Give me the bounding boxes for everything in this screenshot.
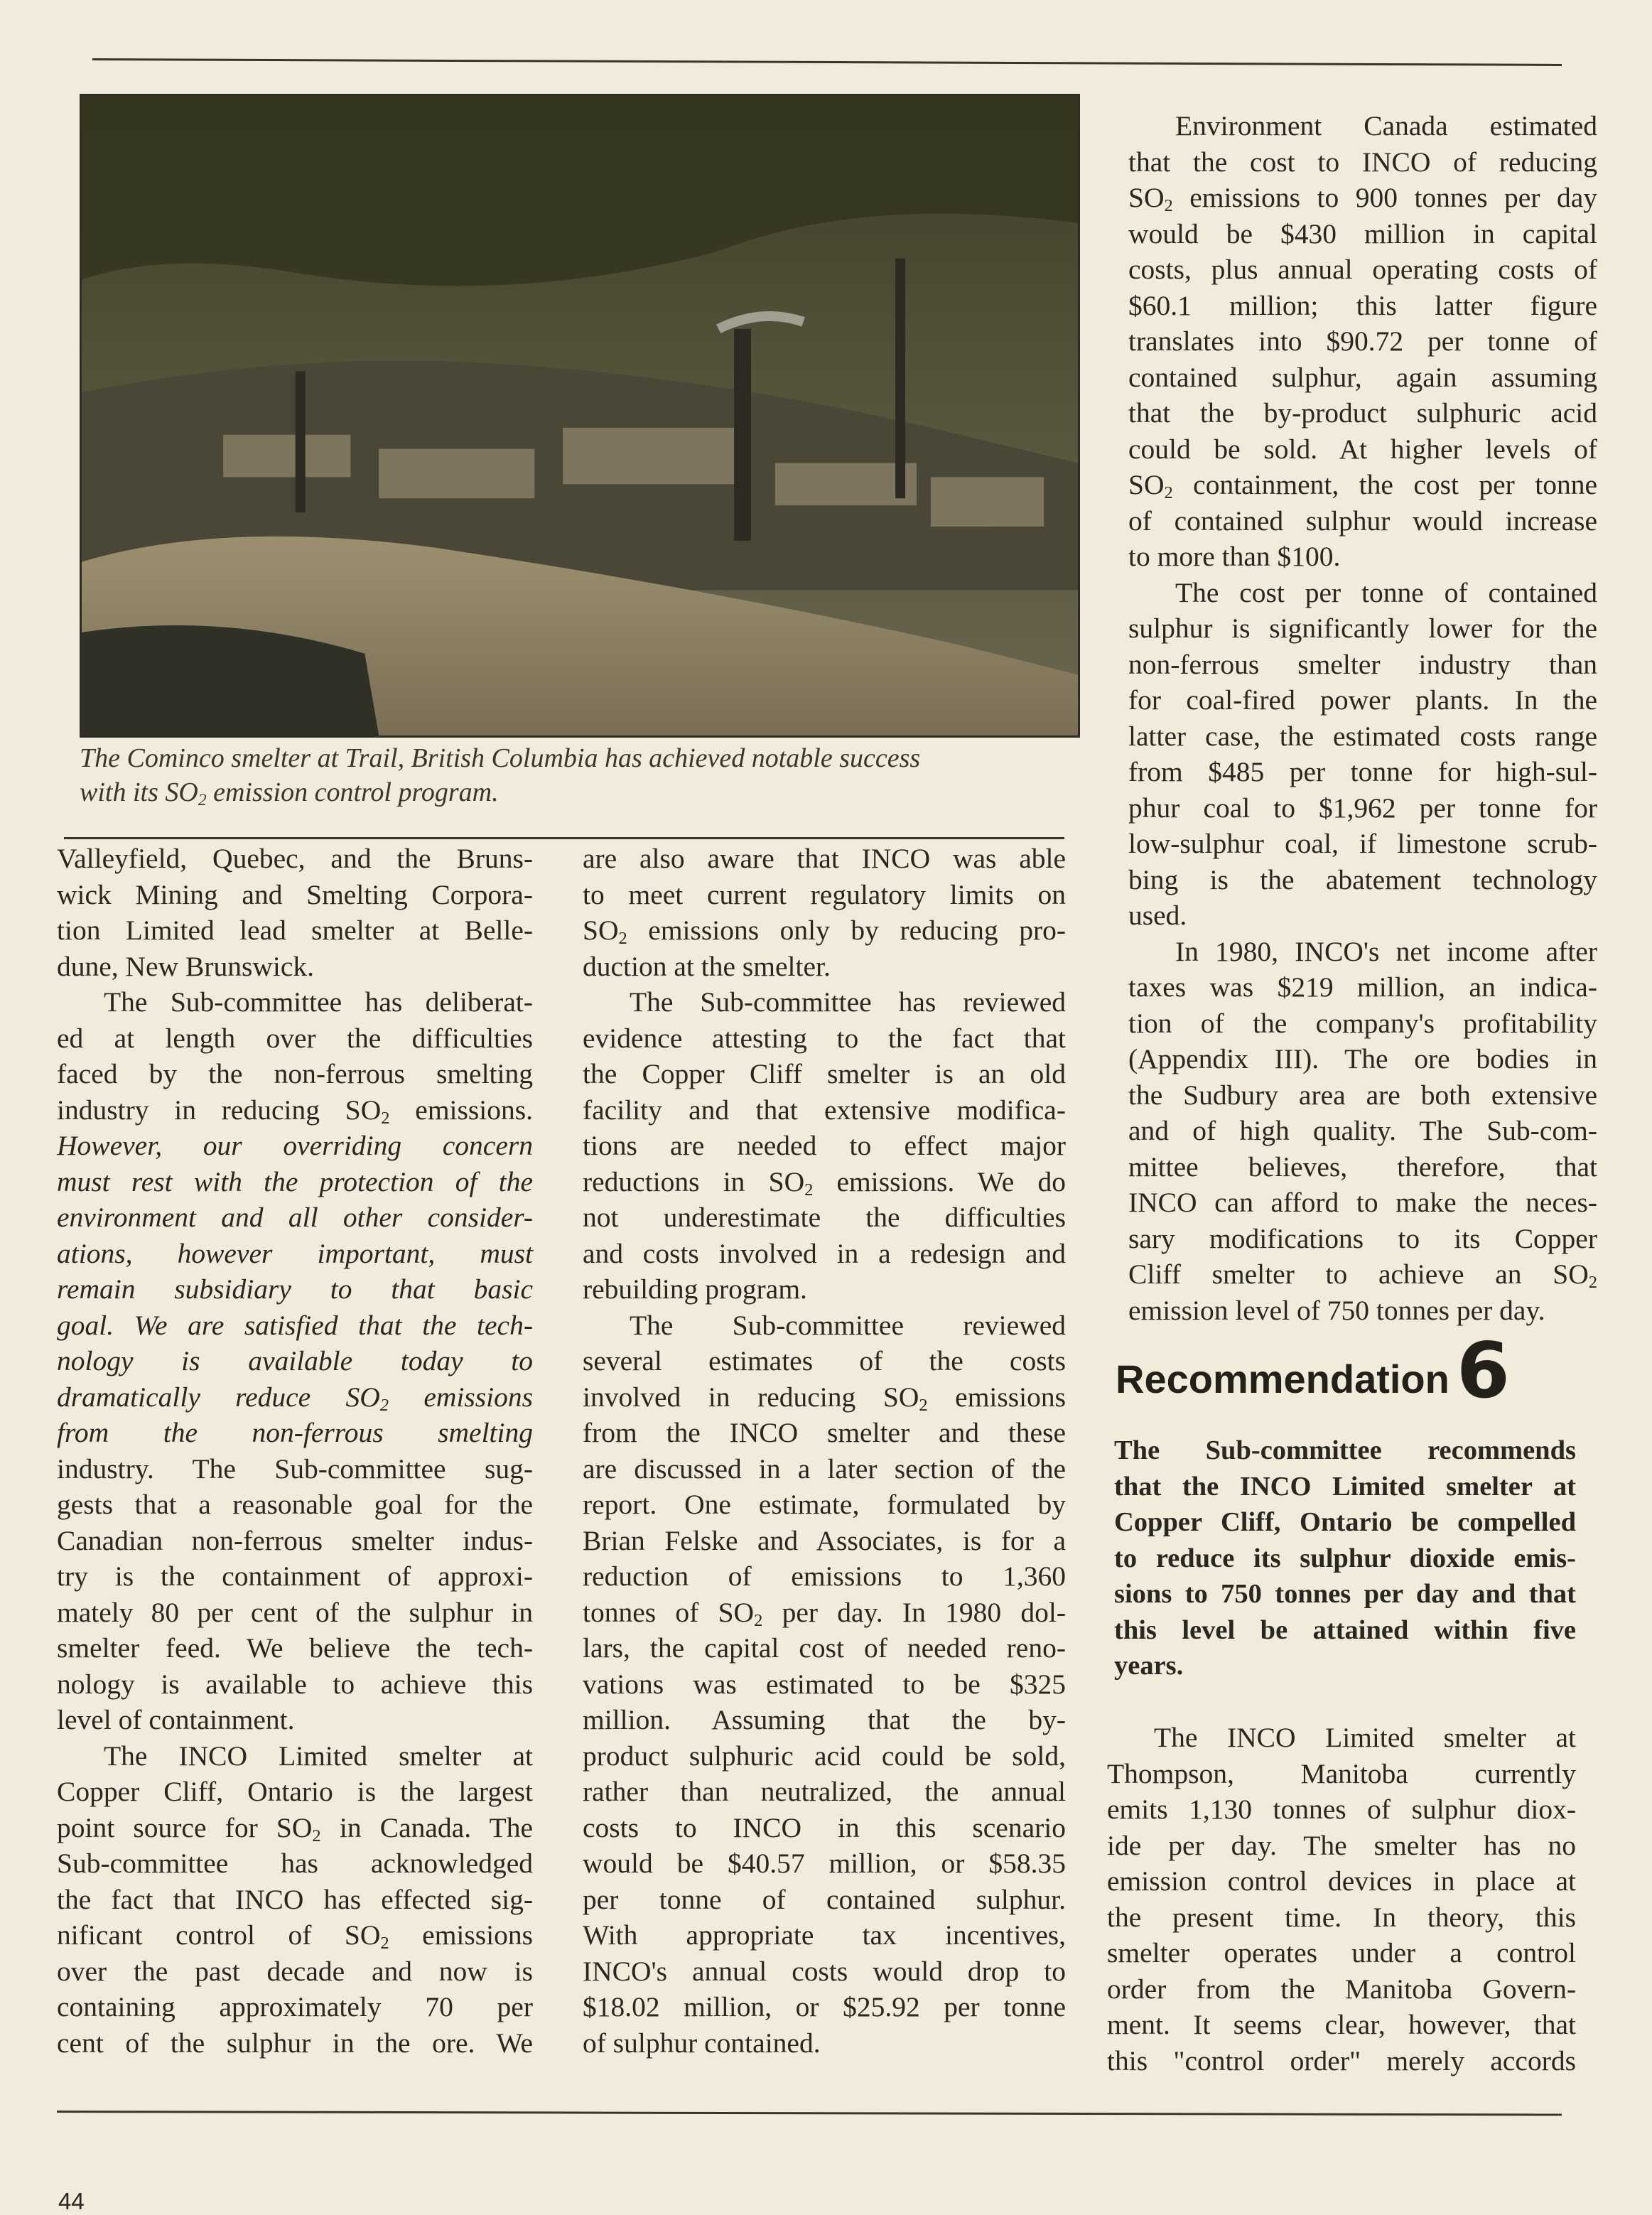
text-line: to more than $100. <box>1128 541 1341 572</box>
text-line: dramatically reduce $SO_2$ emissions <box>57 1381 533 1415</box>
text-line: to meet current regulatory limits on <box>583 878 1066 910</box>
caption-line-1: The Cominco smelter at Trail, British Columbia has achieved notable success <box>80 743 921 773</box>
text-line: dune, New Brunswick. <box>57 950 315 982</box>
text-line: over the past decade and now is <box>57 1955 533 1987</box>
text-line: the Copper Cliff smelter is an old <box>583 1058 1066 1089</box>
text-line: remain subsidiary to that basic <box>57 1273 533 1305</box>
recommendation-number: 6 <box>1456 1327 1511 1416</box>
text-line: from the INCO smelter and these <box>583 1417 1066 1448</box>
text-line: smelter feed. We believe the tech- <box>57 1632 533 1664</box>
text-line: non-ferrous smelter industry than <box>1128 648 1597 680</box>
text-line: phur coal to $1,962 per tonne for <box>1128 792 1597 824</box>
text-line: The Sub-committee recommends <box>1114 1435 1576 1465</box>
body-column-2 <box>583 841 1066 2061</box>
text-line: of sulphur contained. <box>583 2027 821 2059</box>
text-line: $60.1 million; this latter figure <box>1128 289 1597 321</box>
text-line: emits 1,130 tonnes of sulphur diox- <box>1107 1794 1576 1825</box>
text-line: rather than neutralized, the annual <box>583 1776 1066 1807</box>
text-line: must rest with the protection of the <box>57 1165 533 1197</box>
text-line: INCO can afford to make the neces- <box>1128 1187 1597 1218</box>
text-line: (Appendix III). The ore bodies in <box>1128 1043 1597 1074</box>
text-line: costs to INCO in this scenario <box>583 1811 1066 1843</box>
text-line: used. <box>1128 900 1187 931</box>
bottom-rule <box>57 2111 1562 2116</box>
text-line: Copper Cliff, Ontario is the largest <box>57 1776 533 1807</box>
text-line: involved in reducing $SO_2$ emissions <box>583 1381 1066 1415</box>
text-line: mittee believes, therefore, that <box>1128 1150 1597 1182</box>
text-line: industry. The Sub-committee sug- <box>57 1453 533 1484</box>
text-line: latter case, the estimated costs range <box>1128 720 1597 752</box>
text-line: would be $430 million in capital <box>1128 217 1597 249</box>
text-line: not underestimate the difficulties <box>583 1202 1066 1233</box>
text-line: level of containment. <box>57 1704 295 1735</box>
text-line: taxes was $219 million, an indica- <box>1128 971 1597 1003</box>
smelter-photo <box>80 94 1080 738</box>
text-line: wick Mining and Smelting Corpora- <box>57 878 533 910</box>
text-line: that the cost to INCO of reducing <box>1128 146 1597 178</box>
text-line: years. <box>1114 1651 1184 1681</box>
text-line: smelter operates under a control <box>1107 1937 1576 1968</box>
text-line: low-sulphur coal, if limestone scrub- <box>1128 828 1597 859</box>
text-line: are discussed in a later section of the <box>583 1453 1066 1484</box>
text-line: Sub-committee has acknowledged <box>57 1848 533 1879</box>
text-line: With appropriate tax incentives, <box>583 1919 1066 1951</box>
text-line: goal. We are satisfied that the tech- <box>57 1309 533 1341</box>
text-line: The cost per tonne of contained <box>1175 576 1597 608</box>
text-line: product sulphuric acid could be sold, <box>583 1740 1066 1772</box>
text-line: sulphur is significantly lower for the <box>1128 613 1597 644</box>
text-line: However, our overriding concern <box>57 1130 533 1161</box>
text-line: The INCO Limited smelter at <box>1154 1722 1576 1753</box>
body-column-1 <box>57 841 533 2061</box>
text-line: and costs involved in a redesign and <box>583 1237 1066 1269</box>
text-line: of contained sulphur would increase <box>1128 505 1597 537</box>
text-line: environment and all other consider- <box>57 1202 533 1233</box>
text-line: nificant control of $SO_2$ emissions <box>57 1919 533 1953</box>
text-line: Cliff smelter to achieve an $SO_2$ <box>1128 1259 1597 1293</box>
text-line: to reduce its sulphur dioxide emis- <box>1114 1543 1576 1573</box>
text-line: cent of the sulphur in the ore. We <box>57 2027 533 2059</box>
text-line: for coal-fired power plants. In the <box>1128 684 1597 716</box>
body-column-3-continued <box>1107 1720 1576 2079</box>
text-line: ide per day. The smelter has no <box>1107 1829 1576 1861</box>
recommendation-heading <box>1116 1327 1511 1416</box>
text-line: duction at the smelter. <box>583 950 831 982</box>
text-line: this "control order" merely accords <box>1107 2044 1576 2076</box>
text-line: contained sulphur, again assuming <box>1128 361 1597 393</box>
text-line: ment. It seems clear, however, that <box>1107 2009 1576 2040</box>
text-line: per tonne of contained sulphur. <box>583 1883 1066 1915</box>
text-line: ations, however important, must <box>57 1237 533 1269</box>
text-line: The Sub-committee has reviewed <box>630 986 1066 1018</box>
text-line: reduction of emissions to 1,360 <box>583 1561 1066 1592</box>
text-line: tion Limited lead smelter at Belle- <box>57 915 533 946</box>
text-line: from the non-ferrous smelting <box>57 1417 533 1448</box>
text-line: the fact that INCO has effected sig- <box>57 1883 533 1915</box>
text-line: vations was estimated to be $325 <box>583 1668 1066 1700</box>
text-line: million. Assuming that the by- <box>583 1704 1066 1735</box>
text-line: tions are needed to effect major <box>583 1130 1066 1161</box>
text-line: report. One estimate, formulated by <box>583 1489 1066 1520</box>
text-line: containing approximately 70 per <box>57 1991 533 2022</box>
text-line: faced by the non-ferrous smelting <box>57 1058 533 1089</box>
text-line: nology is available today to <box>57 1345 533 1376</box>
text-line: that the INCO Limited smelter at <box>1114 1471 1576 1502</box>
text-line: tonnes of $SO_2$ per day. In 1980 dol- <box>583 1596 1066 1630</box>
text-line: try is the containment of approxi- <box>57 1561 533 1592</box>
text-line: that the by-product sulphuric acid <box>1128 397 1597 429</box>
text-line: facility and that extensive modifica- <box>583 1094 1066 1126</box>
text-line: rebuilding program. <box>583 1273 807 1305</box>
text-line: Valleyfield, Quebec, and the Bruns- <box>57 843 533 874</box>
text-line: $18.02 million, or $25.92 per tonne <box>583 1991 1066 2022</box>
text-line: the present time. In theory, this <box>1107 1901 1576 1933</box>
text-line: this level be attained within five <box>1114 1615 1576 1645</box>
text-line: would be $40.57 million, or $58.35 <box>583 1848 1066 1879</box>
text-line: lars, the capital cost of needed reno- <box>583 1632 1066 1664</box>
text-line: are also aware that INCO was able <box>583 843 1066 874</box>
text-line: The Sub-committee reviewed <box>630 1309 1066 1341</box>
text-line: from $485 per tonne for high-sul- <box>1128 756 1597 787</box>
caption-rule <box>64 837 1064 839</box>
text-line: $SO_2$ emissions to 900 tonnes per day <box>1128 182 1597 216</box>
page-number: 44 <box>58 2188 85 2214</box>
text-line: bing is the abatement technology <box>1128 863 1597 895</box>
text-line: order from the Manitoba Govern- <box>1107 1973 1576 2005</box>
text-line: mately 80 per cent of the sulphur in <box>57 1596 533 1628</box>
top-rule <box>92 58 1562 66</box>
text-line: point source for $SO_2$ in Canada. The <box>57 1811 533 1845</box>
recommendation-text <box>1114 1433 1576 1684</box>
text-line: evidence attesting to the fact that <box>583 1022 1066 1054</box>
text-line: translates into $90.72 per tonne of <box>1128 325 1597 357</box>
text-line: sions to 750 tonnes per day and that <box>1114 1579 1576 1609</box>
text-line: INCO's annual costs would drop to <box>583 1955 1066 1987</box>
photo-caption <box>80 741 1089 809</box>
text-line: The INCO Limited smelter at <box>104 1740 533 1772</box>
text-line: the Sudbury area are both extensive <box>1128 1079 1597 1111</box>
text-line: reductions in $SO_2$ emissions. We do <box>583 1165 1066 1200</box>
text-line: Thompson, Manitoba currently <box>1107 1757 1576 1789</box>
smelter-photo-illustration <box>82 96 1078 735</box>
text-line: tion of the company's profitability <box>1128 1007 1597 1039</box>
text-line: ed at length over the difficulties <box>57 1022 533 1054</box>
text-line: The Sub-committee has deliberat- <box>104 986 533 1018</box>
text-line: gests that a reasonable goal for the <box>57 1489 533 1520</box>
text-line: could be sold. At higher levels of <box>1128 433 1597 465</box>
recommendation-label: Recommendation <box>1116 1357 1449 1401</box>
text-line: Canadian non-ferrous smelter indus- <box>57 1524 533 1556</box>
text-line: Copper Cliff, Ontario be compelled <box>1114 1507 1576 1537</box>
text-line: In 1980, INCO's net income after <box>1175 935 1597 967</box>
text-line: several estimates of the costs <box>583 1345 1066 1376</box>
text-line: Environment Canada estimated <box>1175 110 1597 141</box>
text-line: $SO_2$ containment, the cost per tonne <box>1128 469 1597 503</box>
text-line: and of high quality. The Sub-com- <box>1128 1115 1597 1146</box>
caption-line-2: with its $SO_2$ emission control program. <box>80 777 499 809</box>
text-line: sary modifications to its Copper <box>1128 1222 1597 1254</box>
text-line: $SO_2$ emissions only by reducing pro- <box>583 915 1066 949</box>
text-line: emission level of 750 tonnes per day. <box>1128 1294 1545 1326</box>
body-column-3 <box>1128 108 1597 1328</box>
text-line: emission control devices in place at <box>1107 1865 1576 1897</box>
text-line: industry in reducing $SO_2$ emissions. <box>57 1094 533 1128</box>
text-line: costs, plus annual operating costs of <box>1128 254 1597 285</box>
text-line: nology is available to achieve this <box>57 1668 533 1700</box>
text-line: Brian Felske and Associates, is for a <box>583 1524 1066 1556</box>
